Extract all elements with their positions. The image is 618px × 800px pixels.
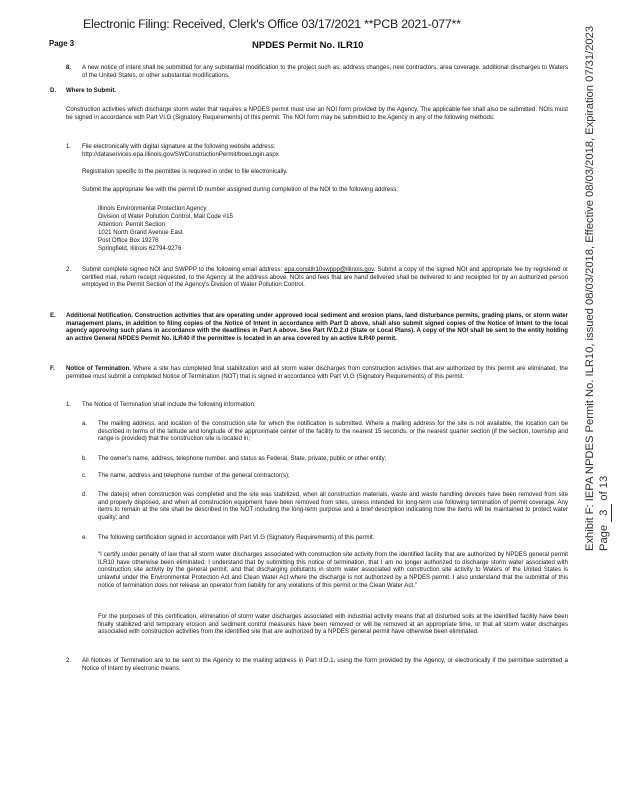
agency-address-line-1: Illinois Environmental Protection Agency bbox=[98, 205, 207, 212]
item-d-text: The date(s) when construction was completed and the site was stabilized, when all construction materials, waste and waste handling devices have been removed from site and properly disposed, and when all construction equipment have been removed from sites, unless intended for long-term use following termination of permit coverage. Any items to remain at the site shall be described in the NOT including the long-term purpose and a brief description indicating how the items will be maintained to protect water quality; and bbox=[98, 491, 568, 522]
section-e-text: Construction activities that are operating under approved local sediment and erosion plans, land disturbance permits, grading plans, or storm water management plans, in addition to filing copies of the Notice of Intent in accordance with Part D above, shall also submit signed copies of the Notice of Intent to the local agency approving such plans in accordance with the deadlines in Part A above. See Part IV.D.2.d (State or Local Plans). A copy of the NOI shall be sent to the entity holding an active General NPDES Permit No. ILR40 if the permittee is located in an area covered by an active ILR40 permit. bbox=[66, 312, 568, 343]
certification-quote: "I certify under penalty of law that all storm water discharges associated with construction site activity from the identified facility that are authorized by NPDES general permit ILR10 have otherwise been eliminated. I understand that by submitting this notice of termination, that I am no longer authorized to discharge storm water associated with construction site activity by the general permit, and that discharging pollutants in storm water associated with construction site activity to Waters of the United States is unlawful under the Environmental Protection Act and Clean Water Act where the discharge is not authorized by a NPDES permit. I also understand that the submittal of this notice of termination does not release an operator from liability for any violations of this permit or the Clean Water Act." bbox=[98, 551, 568, 589]
section-e-paragraph bbox=[66, 312, 568, 343]
section-f-text: Where a site has completed final stabilization and all storm water discharges from construction activities that are authorized by this permit are eliminated, the permittee must submit a completed Notice of Termination (NOT) that is signed in accordance with Part VI.G (Signatory Requirements) of this permit. bbox=[66, 365, 568, 380]
agency-address-line-3: Attention: Permit Section bbox=[98, 221, 166, 228]
section-d-item2-marker: 2. bbox=[66, 266, 72, 273]
item-e-marker: e. bbox=[82, 534, 88, 541]
item2-pre: Submit complete signed NOI and SWPPP to the following email address: bbox=[82, 266, 283, 273]
item-8-text: A new notice of intent shall be submitted for any substantial modification to the project such as: address changes, new contractors, area coverage, additional discharges to Waters of the United States, or other substantial modifications. bbox=[82, 64, 568, 79]
exhibit-page-line bbox=[598, 31, 613, 551]
agency-address-line-6: Springfield, Illinois 62794-9276 bbox=[98, 245, 182, 252]
swppp-email-link[interactable]: epa.constilr10swppp@illinois.gov bbox=[284, 266, 374, 273]
exhibit-page-number: 3 bbox=[598, 504, 613, 522]
filing-stamp: Electronic Filing: Received, Clerk's Office 03/17/2021 **PCB 2021-077** bbox=[83, 17, 461, 31]
item-8-marker: 8. bbox=[66, 64, 72, 71]
section-f-heading: Notice of Termination. bbox=[66, 365, 131, 372]
section-f-item1-text: The Notice of Termination shall include the following information: bbox=[82, 401, 256, 408]
section-f-marker: F. bbox=[50, 365, 55, 372]
item-e-text: The following certification signed in accordance with Part VI.G (Signatory Requirements) of this permit: bbox=[98, 534, 375, 541]
section-f-item2-text: All Notices of Termination are to be sent to the Agency to the mailing address in Part II.D.1, using the form provided by the Agency, or electronically if the permittee submitted a Notice of Intent by electronic means. bbox=[82, 657, 568, 672]
item-d-marker: d. bbox=[82, 491, 88, 498]
item-c-text: The name, address and telephone number of the general contractor(s); bbox=[98, 472, 290, 479]
section-e-heading: Additional Notification. bbox=[66, 312, 133, 319]
section-d-item1-marker: 1. bbox=[66, 143, 72, 150]
electronic-filing-url: http://dataservices.epa.illinois.gov/SWConstructionPermit/bowLogin.aspx bbox=[82, 151, 279, 158]
submit-fee-note: Submit the appropriate fee with the permit ID number assigned during completion of the NOI to the following address: bbox=[82, 186, 399, 193]
section-f-paragraph bbox=[66, 365, 568, 380]
item-a-marker: a. bbox=[82, 420, 88, 427]
section-d-item1-line: File electronically with digital signature at the following website address: bbox=[82, 143, 276, 150]
section-d-marker: D. bbox=[50, 87, 57, 94]
agency-address-line-4: 1021 North Grand Avenue East bbox=[98, 229, 183, 236]
section-d-heading: Where to Submit. bbox=[66, 87, 117, 94]
item-c-marker: c. bbox=[82, 472, 87, 479]
permit-title: NPDES Permit No. ILR10 bbox=[252, 40, 364, 51]
item-a-text: The mailing address, and location of the construction site for which the notification is submitted. Where a mailing address for the site is not available, the location can be described in terms of the latitude and longitude of the approximate center of the facility to the nearest 15 seconds, or the nearest quarter section (if the section, township and range is provided) that the construction site is located in; bbox=[98, 420, 568, 443]
section-d-intro: Construction activities which discharge storm water that requires a NPDES permit must use an NOI form provided by the Agency. The applicable fee shall also be submitted. NOIs must be signed in accordance with Part VI.G (Signatory Requirements) of this permit. The NOI form may be submitted to the Agency in any of the following methods: bbox=[66, 106, 568, 121]
section-f-item1-marker: 1. bbox=[66, 401, 72, 408]
agency-address-line-5: Post Office Box 19276 bbox=[98, 237, 159, 244]
item2-post: . Submit a copy of the signed NOI and appropriate fee by registered or certified mail, return receipt requested, to the Agency at the address above. NOIs and fees that are hand delivered shall be delivered to and receipted for by an authorized person employed in the Permit Section of the Agency's Division of Water Pollution Control. bbox=[82, 266, 568, 289]
section-d-item2-text bbox=[82, 266, 568, 289]
section-e-marker: E. bbox=[50, 312, 56, 319]
item-b-marker: b. bbox=[82, 455, 88, 462]
registration-note: Registration specific to the permittee is required in order to file electronically. bbox=[82, 168, 288, 175]
exhibit-title: Exhibit F: IEPA NPDES Permit No. ILR10, issued 08/03/2018, Effective 08/03/2018, Expiration 07/31/2023 bbox=[584, 25, 596, 551]
section-f-item2-marker: 2. bbox=[66, 657, 72, 664]
certification-purposes: For the purposes of this certification, elimination of storm water discharges associated with industrial activity means that all disturbed soils at the identified facility have been finally stabilized and temporary erosion and sediment control measures have been removed or will be removed at an appropriate time, or that all storm water discharges associated with construction activities from the identified site that are authorized by a NPDES general permit have otherwise been eliminated. bbox=[98, 613, 568, 636]
item-b-text: The owner's name, address, telephone number, and status as Federal, State, private, public or other entity; bbox=[98, 455, 387, 462]
exhibit-page-prefix: Page bbox=[597, 524, 610, 551]
agency-address-line-2: Division of Water Pollution Control, Mail Code #15 bbox=[98, 213, 233, 220]
exhibit-page-suffix: of 13 bbox=[597, 475, 610, 501]
page-label: Page 3 bbox=[49, 39, 75, 48]
